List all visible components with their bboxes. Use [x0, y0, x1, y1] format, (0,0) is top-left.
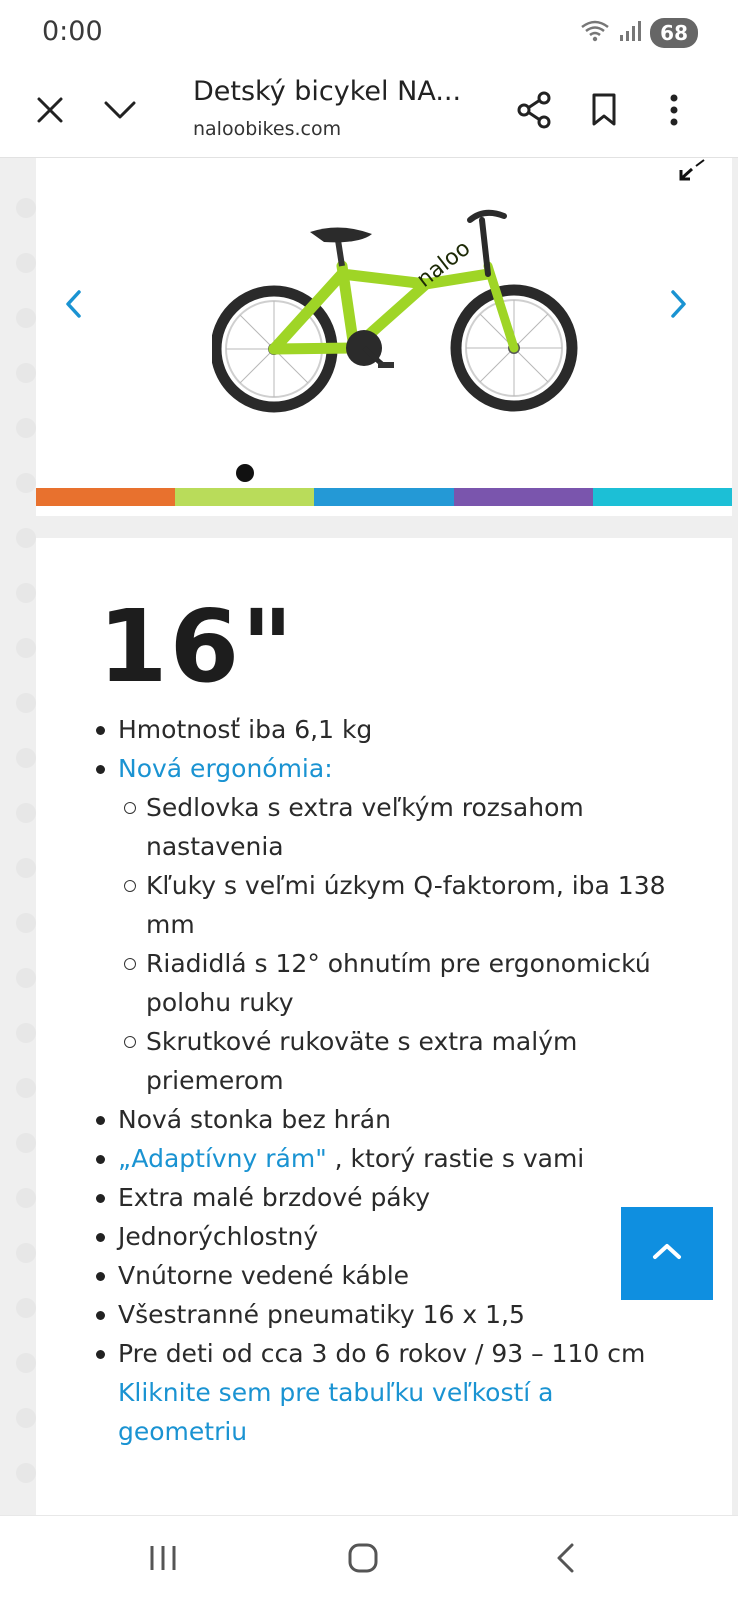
wifi-icon: [580, 19, 610, 48]
rail-dot: [16, 913, 36, 933]
share-button[interactable]: [508, 86, 560, 138]
carousel-indicator-dot[interactable]: [236, 464, 254, 482]
sub-list-item: Riadidlá s 12° ohnutím pre ergonomickú polohu ruky: [146, 944, 688, 1022]
bookmark-icon: [591, 93, 617, 132]
bike-image: [212, 196, 592, 426]
rail-dot: [16, 748, 36, 768]
color-options: [36, 488, 732, 506]
frame-text: , ktorý rastie s vami: [326, 1144, 585, 1173]
rail-dot: [16, 363, 36, 383]
status-bar: [0, 0, 738, 68]
product-details: [36, 538, 732, 1515]
rail-dot: [16, 1023, 36, 1043]
expand-icon[interactable]: [678, 158, 708, 182]
sub-list-item: Sedlovka s extra veľkým rozsahom nastavenia: [146, 788, 688, 866]
rail-dot: [16, 1408, 36, 1428]
feature-weight: Hmotnosť iba 6,1 kg: [118, 715, 373, 744]
svg-text:naloo: naloo: [412, 235, 476, 293]
rail-dot: [16, 1463, 36, 1483]
ergonomics-link[interactable]: Nová ergonómia:: [118, 754, 333, 783]
chevron-down-icon: [103, 99, 137, 126]
list-item: [118, 749, 688, 1100]
close-button[interactable]: [24, 86, 76, 138]
chevron-right-icon: [670, 289, 688, 324]
rail-dot: [16, 1243, 36, 1263]
adaptive-frame-link[interactable]: „Adaptívny rám": [118, 1144, 327, 1173]
color-option-orange[interactable]: [36, 488, 175, 506]
list-item: Vnútorne vedené káble: [118, 1256, 688, 1295]
rail-dot: [16, 693, 36, 713]
home-button[interactable]: [341, 1540, 385, 1580]
rail-dot: [16, 473, 36, 493]
share-icon: [516, 91, 552, 134]
sub-list-item: Skrutkové rukoväte s extra malým priemerom: [146, 1022, 688, 1100]
list-item: Extra malé brzdové páky: [118, 1178, 688, 1217]
chevron-up-icon: [652, 1242, 682, 1265]
signal-icon: [618, 19, 642, 48]
color-option-green[interactable]: [175, 488, 314, 506]
rail-dot: [16, 1078, 36, 1098]
rail-dot: [16, 638, 36, 658]
size-heading: 16": [98, 588, 296, 705]
rail-dot: [16, 528, 36, 548]
age-text: Pre deti od cca 3 do 6 rokov / 93 – 110 cm: [118, 1339, 646, 1368]
more-vert-icon: [669, 94, 679, 131]
list-item: Všestranné pneumatiky 16 x 1,5: [118, 1295, 688, 1334]
rail-dot: [16, 583, 36, 603]
browser-toolbar: [0, 68, 738, 158]
size-chart-link[interactable]: Kliknite sem pre tabuľku veľkostí a geometriu: [118, 1378, 554, 1446]
rail-dot: [16, 1353, 36, 1373]
chevron-left-icon: [64, 289, 82, 324]
color-option-blue[interactable]: [314, 488, 453, 506]
status-time: 0:00: [42, 16, 103, 47]
recents-button[interactable]: [141, 1540, 185, 1580]
feature-list: [118, 710, 688, 1451]
recents-icon: [148, 1544, 178, 1577]
carousel-prev-button[interactable]: [58, 286, 88, 326]
close-icon: [36, 96, 64, 129]
sub-list-item: Kľuky s veľmi úzkym Q-faktorom, iba 138 mm: [146, 866, 688, 944]
list-item: Jednorýchlostný: [118, 1217, 688, 1256]
list-item: Nová stonka bez hrán: [118, 1100, 688, 1139]
bookmark-button[interactable]: [578, 86, 630, 138]
carousel-next-button[interactable]: [664, 286, 694, 326]
page-title[interactable]: Detský bicykel NA...: [193, 76, 462, 107]
list-item: [118, 710, 688, 749]
ergonomics-sublist: [146, 788, 688, 1100]
rail-dot: [16, 1298, 36, 1318]
rail-dot: [16, 253, 36, 273]
minimize-button[interactable]: [94, 86, 146, 138]
web-page[interactable]: [0, 158, 738, 1515]
rail-dot: [16, 308, 36, 328]
rail-dot: [16, 858, 36, 878]
back-button[interactable]: [543, 1540, 587, 1580]
more-options-button[interactable]: [648, 86, 700, 138]
rail-dot: [16, 1188, 36, 1208]
battery-badge: 68: [650, 18, 698, 48]
rail-dot: [16, 1133, 36, 1153]
home-icon: [347, 1542, 379, 1579]
product-image-carousel[interactable]: [36, 158, 732, 516]
left-rail: [0, 158, 36, 1515]
rail-dot: [16, 418, 36, 438]
color-option-purple[interactable]: [454, 488, 593, 506]
rail-dot: [16, 198, 36, 218]
rail-dot: [16, 968, 36, 988]
rail-dot: [16, 803, 36, 823]
page-url[interactable]: naloobikes.com: [193, 118, 342, 140]
system-nav-bar: [0, 1515, 738, 1600]
list-item: [118, 1334, 688, 1451]
status-icons: [580, 18, 698, 48]
back-icon: [554, 1542, 576, 1579]
color-option-cyan[interactable]: [593, 488, 732, 506]
scroll-to-top-button[interactable]: [621, 1207, 713, 1300]
list-item: [118, 1139, 688, 1178]
